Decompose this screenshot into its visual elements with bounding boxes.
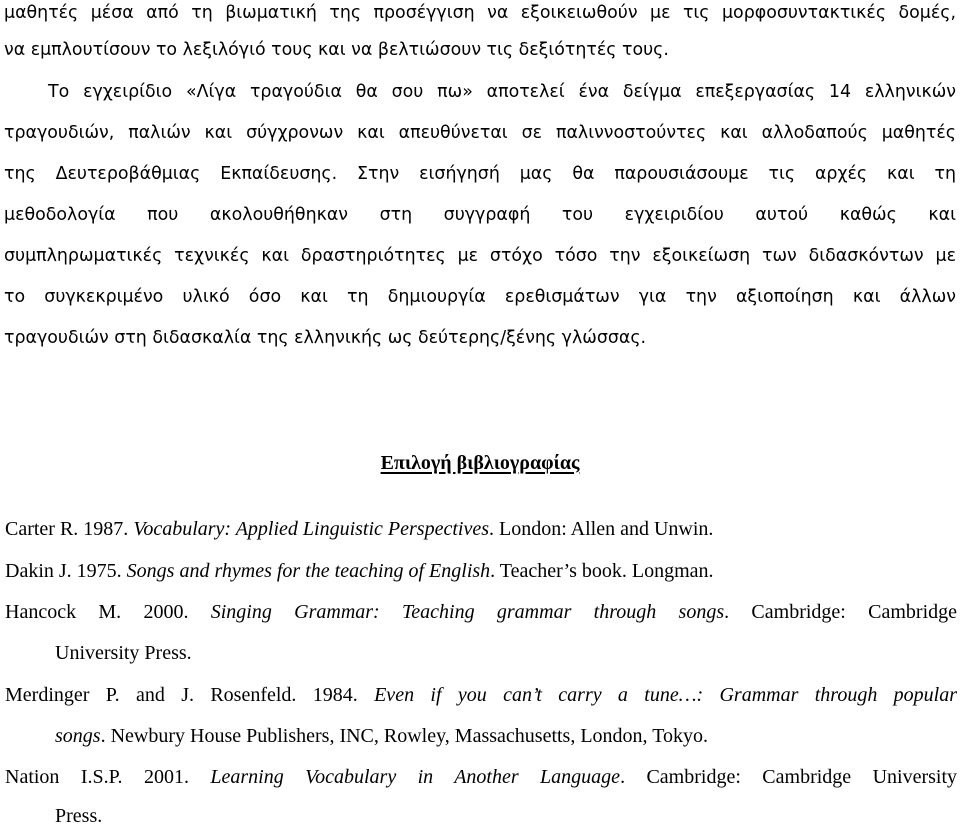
entry-publisher: . London: Allen and Unwin. [489,518,714,540]
bibliography-heading-text: Επιλογή βιβλιογραφίας [380,452,580,474]
entry-publisher: . Cambridge: Cambridge [724,601,958,623]
bibliography-entry [5,765,957,789]
entry-author-year: Nation I.S.P. 2001. [5,766,211,788]
entry-author-year: Carter R. 1987. [5,518,134,540]
entry-title: Even if you can’t carry a tune…: Grammar through popular [374,684,957,706]
entry-title: Songs and rhymes for the teaching of English [126,560,491,582]
bibliography-entry-continuation: University Press. [55,642,192,664]
bibliography-entry [5,559,957,583]
bibliography-entry [5,683,957,707]
bibliography-entry [5,517,957,541]
bibliography-heading [0,451,960,475]
entry-publisher: . Teacher’s book. Longman. [490,560,714,582]
bibliography-entry [5,600,957,624]
entry-publisher: . Newbury House Publishers, INC, Rowley, Massachusetts, London, Tokyo. [100,725,709,747]
paragraph-2-line-4: μεθοδολογία που ακολουθήθηκαν στη συγγραφή του εγχειριδίου αυτού καθώς και [4,205,956,225]
entry-title: Learning Vocabulary in Another Language [210,766,621,788]
paragraph-1-line-1: μαθητές μέσα από τη βιωματική της προσέγγιση να εξοικειωθούν με τις μορφοσυντακτικές δομές, [4,3,956,23]
paragraph-2-line-5: συμπληρωματικές τεχνικές και δραστηριότητες με στόχο τόσο την εξοικείωση των διδασκόντων με [4,246,956,266]
entry-author-year: Dakin J. 1975. [5,560,127,582]
entry-author-year: Merdinger P. and J. Rosenfeld. 1984. [5,684,375,706]
paragraph-2-line-7: τραγουδιών στη διδασκαλία της ελληνικής ως δεύτερης/ξένης γλώσσας. [4,328,647,348]
entry-title-continuation: songs [55,725,101,747]
bibliography-entry-continuation: Press. [55,805,103,827]
paragraph-2-line-6: το συγκεκριμένο υλικό όσο και τη δημιουργία ερεθισμάτων για την αξιοποίηση και άλλων [4,287,956,307]
paragraph-2-line-2: τραγουδιών, παλιών και σύγχρονων και απευθύνεται σε παλιννοστούντες και αλλοδαπούς μαθητές [4,123,956,143]
entry-title: Vocabulary: Applied Linguistic Perspectives [133,518,489,540]
entry-author-year: Hancock M. 2000. [5,601,211,623]
bibliography-entry-continuation [55,724,957,748]
entry-title: Singing Grammar: Teaching grammar through songs [210,601,725,623]
paragraph-2-line-3: της Δευτεροβάθμιας Εκπαίδευσης. Στην εισήγησή μας θα παρουσιάσουμε τις αρχές και τη [4,164,956,184]
paragraph-2-line-1: Το εγχειρίδιο «Λίγα τραγούδια θα σου πω» αποτελεί ένα δείγμα επεξεργασίας 14 ελληνικών [48,82,956,102]
entry-publisher: . Cambridge: Cambridge University [620,766,958,788]
paragraph-1-line-2: να εμπλουτίσουν το λεξιλόγιό τους και να βελτιώσουν τις δεξιότητές τους. [4,40,669,60]
